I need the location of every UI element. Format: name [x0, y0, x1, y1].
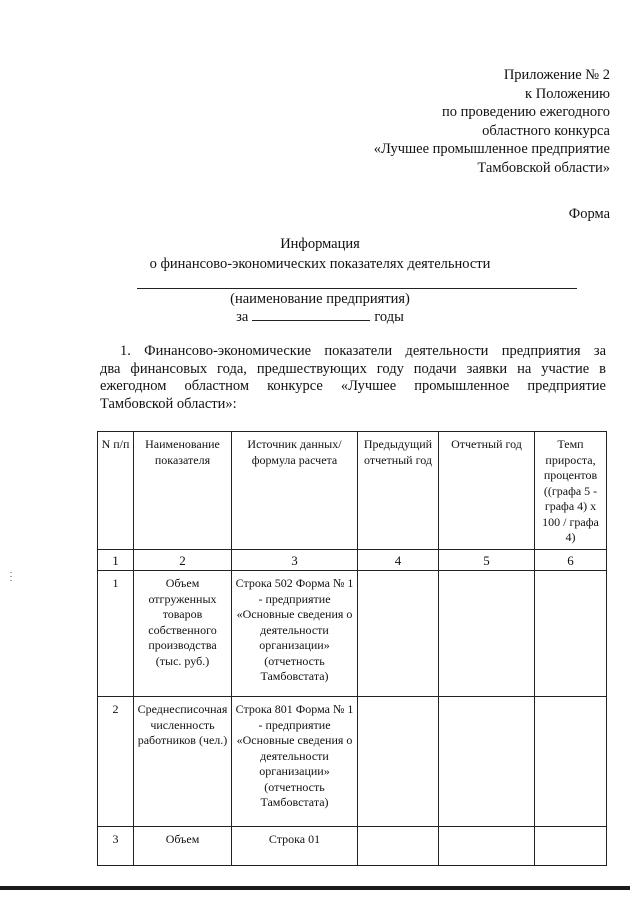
column-number: 1 [98, 549, 134, 571]
appendix-block [290, 66, 610, 177]
indicator-name: Объем [134, 827, 232, 866]
row-number: 1 [98, 571, 134, 697]
row-number: 2 [98, 697, 134, 827]
column-number: 4 [358, 549, 439, 571]
column-number: 6 [535, 549, 607, 571]
header-cell: Наименование показателя [134, 432, 232, 550]
paragraph-line: два финансовых года, предшествующих году подачи заявки на участие в [100, 360, 606, 377]
row-number: 3 [98, 827, 134, 866]
previous-year-value [358, 697, 439, 827]
header-cell: N п/п [98, 432, 134, 550]
enterprise-name-hint: (наименование предприятия) [230, 291, 410, 307]
document-subtitle: о финансово-экономических показателях деятельности [149, 256, 491, 272]
current-year-value [439, 697, 535, 827]
period-line [0, 309, 640, 326]
scan-margin-mark [10, 572, 13, 586]
table-row [98, 827, 607, 866]
paragraph-line: 1. Финансово-экономические показатели деятельности предприятия за [120, 343, 606, 359]
data-source: Строка 01 [232, 827, 358, 866]
period-blank [252, 309, 370, 321]
paragraph-line: ежегодном областном конкурсе «Лучшее промышленное предприятие [100, 378, 606, 394]
header-cell: Темп прироста, процентов ((графа 5 - графа 4) x 100 / графа 4) [535, 432, 607, 550]
appendix-line: по проведению ежегодного [441, 104, 610, 120]
table-row [98, 571, 607, 697]
period-prefix: за [236, 309, 249, 325]
column-number-row [98, 549, 607, 571]
indicators-table [97, 431, 607, 866]
column-number: 3 [232, 549, 358, 571]
growth-rate-value [535, 571, 607, 697]
previous-year-value [358, 571, 439, 697]
intro-paragraph [100, 343, 606, 413]
document-title: Информация [280, 236, 360, 252]
header-cell: Отчетный год [439, 432, 535, 550]
header-cell: Предыдущий отчетный год [358, 432, 439, 550]
current-year-value [439, 827, 535, 866]
enterprise-name-line [137, 288, 577, 289]
table-header-row [98, 432, 607, 550]
appendix-line: «Лучшее промышленное предприятие [373, 141, 610, 157]
growth-rate-value [535, 697, 607, 827]
growth-rate-value [535, 827, 607, 866]
appendix-line: областного конкурса [482, 122, 610, 139]
header-cell: Источник данных/формула расчета [232, 432, 358, 550]
appendix-line: Приложение № 2 [503, 67, 610, 83]
paragraph-line: Тамбовской области»: [100, 395, 237, 412]
previous-year-value [358, 827, 439, 866]
table-row [98, 697, 607, 827]
column-number: 2 [134, 549, 232, 571]
appendix-line: Тамбовской области» [477, 159, 610, 176]
column-number: 5 [439, 549, 535, 571]
indicator-name: Среднесписочная численность работников (чел.) [134, 697, 232, 827]
appendix-line: к Положению [525, 85, 610, 102]
current-year-value [439, 571, 535, 697]
indicator-name: Объем отгруженных товаров собственного производства (тыс. руб.) [134, 571, 232, 697]
period-suffix: годы [374, 309, 404, 325]
form-label: Форма [568, 206, 610, 222]
data-source: Строка 502 Форма № 1 - предприятие «Основные сведения о деятельности организации» (отчетность Тамбовстата) [232, 571, 358, 697]
scan-bottom-edge [0, 886, 630, 890]
data-source: Строка 801 Форма № 1 - предприятие «Основные сведения о деятельности организации» (отчетность Тамбовстата) [232, 697, 358, 827]
